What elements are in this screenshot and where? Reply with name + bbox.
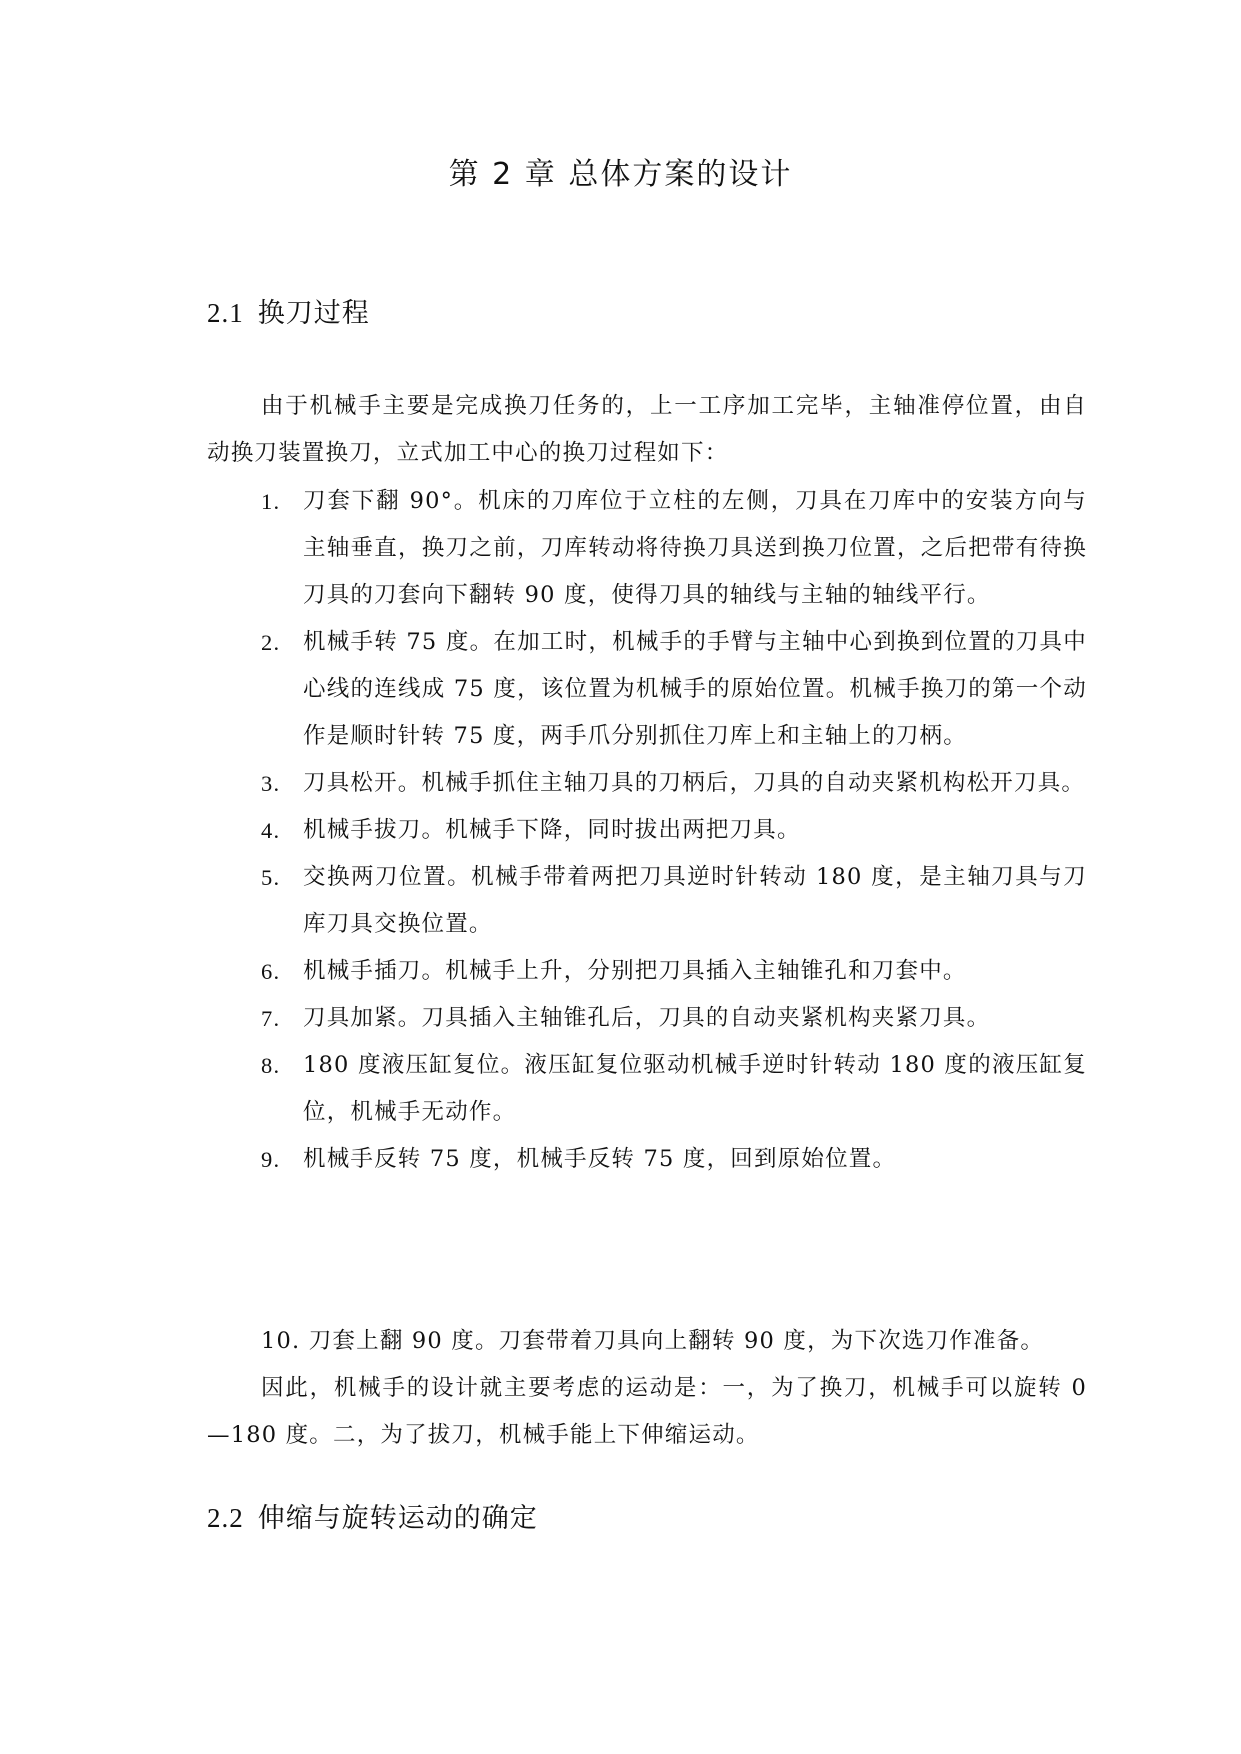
- step-10-line: 10. 刀套上翻 90 度。刀套带着刀具向上翻转 90 度，为下次选刀作准备。: [261, 1328, 1045, 1354]
- step-text: 刀具加紧。刀具插入主轴锥孔后，刀具的自动夹紧机构夹紧刀具。: [303, 1005, 991, 1031]
- section-title: 换刀过程: [257, 298, 370, 329]
- intro-paragraph: 由于机械手主要是完成换刀任务的，上一工序加工完毕，主轴准停位置，由自动换刀装置换刀，立式加工中心的换刀过程如下：: [207, 393, 1087, 466]
- step-number: 4.: [261, 818, 281, 843]
- list-item: [207, 1136, 1087, 1183]
- chapter-title: 第 2 章 总体方案的设计: [448, 157, 793, 192]
- list-item: [207, 995, 1087, 1042]
- step-number: 6.: [261, 959, 281, 984]
- section-number: 2.2: [207, 1503, 244, 1533]
- step-number: 3.: [261, 771, 281, 796]
- step-text: 刀具松开。机械手抓住主轴刀具的刀柄后，刀具的自动夹紧机构松开刀具。: [303, 770, 1086, 796]
- step-number: 7.: [261, 1006, 281, 1031]
- list-item: [207, 760, 1087, 807]
- step-number: 9.: [261, 1147, 281, 1172]
- step-number: 1.: [261, 489, 281, 514]
- section-heading-2-2: [207, 1500, 538, 1537]
- step-text: 机械手拔刀。机械手下降，同时拔出两把刀具。: [303, 817, 801, 843]
- step-number: 8.: [261, 1053, 281, 1078]
- steps-list: [207, 478, 1087, 1183]
- conclusion-paragraph: 因此，机械手的设计就主要考虑的运动是：一，为了换刀，机械手可以旋转 0—180 度。二，为了拔刀，机械手能上下伸缩运动。: [207, 1375, 1087, 1448]
- list-item: [207, 807, 1087, 854]
- step-text: 180 度液压缸复位。液压缸复位驱动机械手逆时针转动 180 度的液压缸复位，机械手无动作。: [303, 1052, 1087, 1125]
- list-item: [207, 478, 1087, 619]
- section-title: 伸缩与旋转运动的确定: [257, 1503, 538, 1534]
- step-text: 机械手转 75 度。在加工时，机械手的手臂与主轴中心到换到位置的刀具中心线的连线成 75 度，该位置为机械手的原始位置。机械手换刀的第一个动作是顺时针转 75 度，两手爪分别抓住刀库上和主轴上的刀柄。: [303, 629, 1087, 749]
- step-text: 机械手反转 75 度，机械手反转 75 度，回到原始位置。: [303, 1146, 897, 1172]
- list-item: [207, 619, 1087, 760]
- step-number: 2.: [261, 630, 281, 655]
- section-number: 2.1: [207, 298, 244, 328]
- list-item: [207, 854, 1087, 948]
- step-text: 机械手插刀。机械手上升，分别把刀具插入主轴锥孔和刀套中。: [303, 958, 967, 984]
- step-text: 刀套下翻 90°。机床的刀库位于立柱的左侧，刀具在刀库中的安装方向与主轴垂直，换刀之前，刀库转动将待换刀具送到换刀位置，之后把带有待换刀具的刀套向下翻转 90 度，使得刀具的轴线与主轴的轴线平行。: [303, 488, 1087, 608]
- step-number: 5.: [261, 865, 281, 890]
- list-item: [207, 1042, 1087, 1136]
- step-text: 交换两刀位置。机械手带着两把刀具逆时针转动 180 度，是主轴刀具与刀库刀具交换位置。: [303, 864, 1087, 937]
- list-item: [207, 948, 1087, 995]
- section-heading-2-1: [207, 295, 370, 332]
